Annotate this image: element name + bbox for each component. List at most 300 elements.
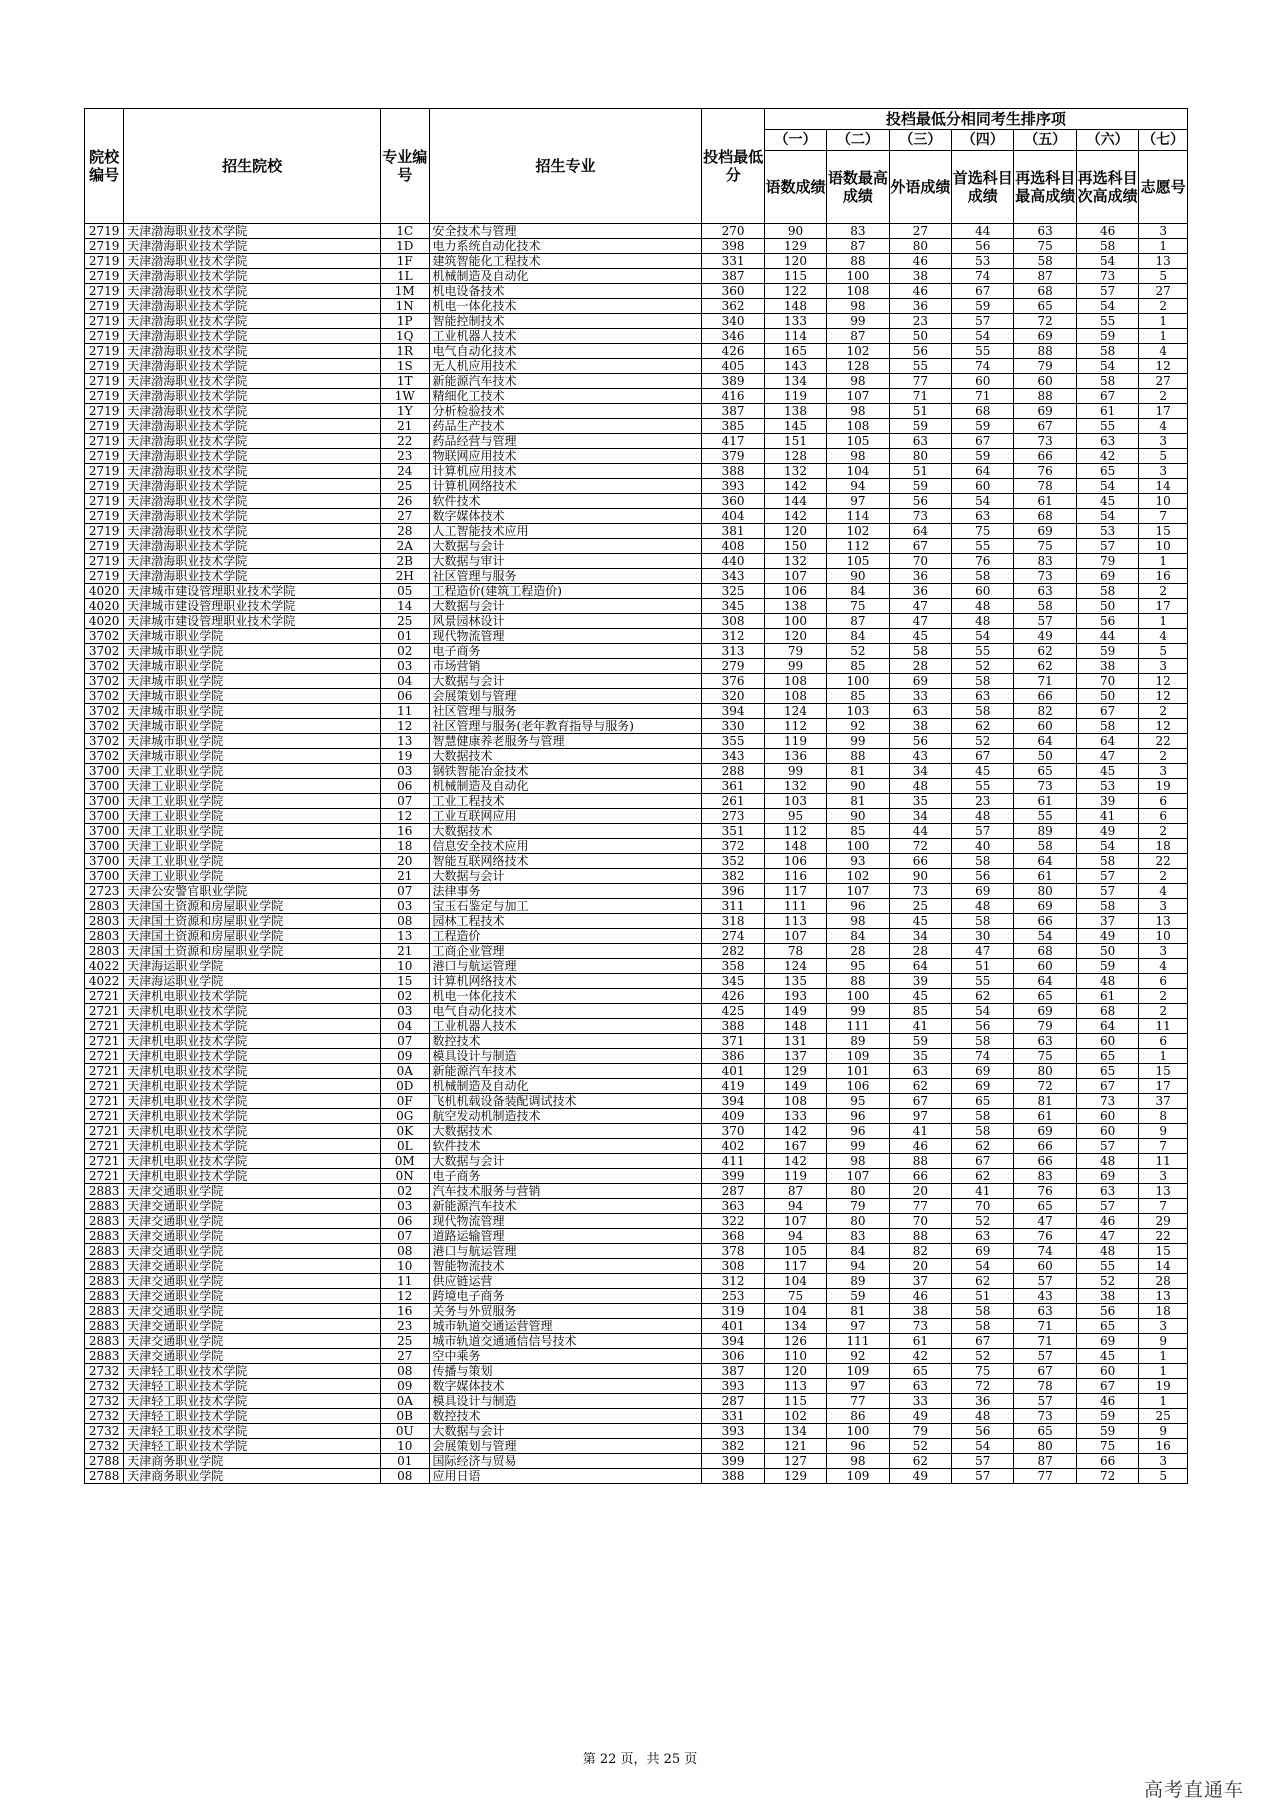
cell-foreign-language: 65 (889, 1364, 951, 1379)
cell-first-subject: 63 (952, 689, 1014, 704)
cell-school: 天津渤海职业技术学院 (124, 554, 381, 569)
cell-major-code: 0U (380, 1424, 429, 1439)
cell-min-score: 320 (702, 689, 764, 704)
table-row (85, 689, 1188, 704)
cell-major: 数控技术 (429, 1409, 702, 1424)
cell-major: 园林工程技术 (429, 914, 702, 929)
cell-chinese-math-max: 96 (827, 1439, 889, 1454)
cell-chinese-math: 126 (764, 1334, 826, 1349)
cell-school: 天津城市职业学院 (124, 659, 381, 674)
cell-foreign-language: 58 (889, 644, 951, 659)
cell-major-code: 10 (380, 1259, 429, 1274)
cell-major: 电力系统自动化技术 (429, 239, 702, 254)
cell-chinese-math: 106 (764, 854, 826, 869)
cell-elective-second: 48 (1076, 974, 1138, 989)
cell-major: 工程造价(建筑工程造价) (429, 584, 702, 599)
cell-preference-no: 7 (1139, 509, 1188, 524)
cell-foreign-language: 66 (889, 1169, 951, 1184)
cell-preference-no: 4 (1139, 959, 1188, 974)
cell-foreign-language: 44 (889, 824, 951, 839)
cell-school-code: 3702 (85, 719, 124, 734)
cell-first-subject: 58 (952, 914, 1014, 929)
cell-chinese-math: 120 (764, 524, 826, 539)
cell-elective-highest: 73 (1014, 569, 1076, 584)
cell-first-subject: 63 (952, 509, 1014, 524)
cell-first-subject: 48 (952, 614, 1014, 629)
cell-school: 天津国土资源和房屋职业学院 (124, 899, 381, 914)
cell-major: 关务与外贸服务 (429, 1304, 702, 1319)
table-row (85, 284, 1188, 299)
cell-preference-no: 4 (1139, 344, 1188, 359)
cell-elective-second: 42 (1076, 449, 1138, 464)
cell-major-code: 03 (380, 764, 429, 779)
cell-chinese-math: 95 (764, 809, 826, 824)
cell-preference-no: 25 (1139, 1409, 1188, 1424)
cell-school: 天津交通职业学院 (124, 1349, 381, 1364)
cell-elective-second: 57 (1076, 1199, 1138, 1214)
cell-major-code: 04 (380, 1019, 429, 1034)
cell-school: 天津渤海职业技术学院 (124, 224, 381, 239)
cell-preference-no: 37 (1139, 1094, 1188, 1109)
cell-major-code: 28 (380, 524, 429, 539)
cell-elective-highest: 58 (1014, 599, 1076, 614)
cell-min-score: 287 (702, 1184, 764, 1199)
cell-preference-no: 13 (1139, 1184, 1188, 1199)
cell-preference-no: 22 (1139, 854, 1188, 869)
cell-school-code: 2719 (85, 539, 124, 554)
cell-school: 天津渤海职业技术学院 (124, 524, 381, 539)
cell-major: 电子商务 (429, 1169, 702, 1184)
cell-chinese-math: 150 (764, 539, 826, 554)
cell-first-subject: 55 (952, 779, 1014, 794)
cell-school: 天津城市职业学院 (124, 749, 381, 764)
cell-school: 天津国土资源和房屋职业学院 (124, 944, 381, 959)
cell-elective-highest: 57 (1014, 614, 1076, 629)
cell-school-code: 2719 (85, 524, 124, 539)
cell-major-code: 11 (380, 1274, 429, 1289)
cell-major-code: 20 (380, 854, 429, 869)
table-row (85, 1229, 1188, 1244)
cell-major: 新能源汽车技术 (429, 374, 702, 389)
cell-major: 大数据与会计 (429, 539, 702, 554)
cell-major-code: 08 (380, 1364, 429, 1379)
cell-major: 无人机应用技术 (429, 359, 702, 374)
cell-school: 天津交通职业学院 (124, 1184, 381, 1199)
cell-first-subject: 58 (952, 704, 1014, 719)
cell-major: 工业机器人技术 (429, 1019, 702, 1034)
cell-school: 天津渤海职业技术学院 (124, 509, 381, 524)
cell-chinese-math-max: 114 (827, 509, 889, 524)
cell-elective-highest: 57 (1014, 1274, 1076, 1289)
cell-chinese-math-max: 90 (827, 569, 889, 584)
table-row (85, 929, 1188, 944)
cell-school: 天津国土资源和房屋职业学院 (124, 929, 381, 944)
cell-elective-highest: 69 (1014, 899, 1076, 914)
cell-major-code: 23 (380, 449, 429, 464)
cell-elective-highest: 66 (1014, 689, 1076, 704)
cell-elective-second: 46 (1076, 224, 1138, 239)
cell-school-code: 2883 (85, 1304, 124, 1319)
cell-elective-second: 47 (1076, 749, 1138, 764)
cell-elective-highest: 64 (1014, 854, 1076, 869)
cell-school-code: 2803 (85, 899, 124, 914)
cell-min-score: 394 (702, 704, 764, 719)
cell-min-score: 378 (702, 1244, 764, 1259)
cell-major-code: 0D (380, 1079, 429, 1094)
header-tie-group: 投档最低分相同考生排序项 (764, 109, 1187, 130)
table-row (85, 569, 1188, 584)
cell-school: 天津渤海职业技术学院 (124, 569, 381, 584)
table-row (85, 1109, 1188, 1124)
cell-preference-no: 6 (1139, 809, 1188, 824)
cell-major: 社区管理与服务(老年教育指导与服务) (429, 719, 702, 734)
cell-elective-highest: 65 (1014, 299, 1076, 314)
cell-chinese-math-max: 92 (827, 719, 889, 734)
cell-school-code: 3700 (85, 869, 124, 884)
table-row (85, 779, 1188, 794)
cell-major: 计算机应用技术 (429, 464, 702, 479)
cell-chinese-math-max: 88 (827, 974, 889, 989)
cell-foreign-language: 62 (889, 1454, 951, 1469)
cell-elective-highest: 71 (1014, 674, 1076, 689)
cell-chinese-math-max: 109 (827, 1364, 889, 1379)
cell-school: 天津工业职业学院 (124, 809, 381, 824)
cell-school: 天津机电职业技术学院 (124, 1109, 381, 1124)
cell-foreign-language: 59 (889, 419, 951, 434)
cell-major-code: 21 (380, 419, 429, 434)
cell-min-score: 401 (702, 1064, 764, 1079)
cell-chinese-math: 142 (764, 509, 826, 524)
table-row (85, 1259, 1188, 1274)
cell-elective-second: 57 (1076, 869, 1138, 884)
cell-min-score: 404 (702, 509, 764, 524)
cell-chinese-math: 131 (764, 1034, 826, 1049)
cell-foreign-language: 35 (889, 1049, 951, 1064)
cell-elective-highest: 83 (1014, 1169, 1076, 1184)
cell-major: 信息安全技术应用 (429, 839, 702, 854)
cell-min-score: 274 (702, 929, 764, 944)
cell-chinese-math-max: 96 (827, 1109, 889, 1124)
cell-chinese-math-max: 105 (827, 554, 889, 569)
cell-min-score: 381 (702, 524, 764, 539)
cell-first-subject: 55 (952, 644, 1014, 659)
cell-elective-second: 58 (1076, 344, 1138, 359)
cell-major: 会展策划与管理 (429, 689, 702, 704)
cell-elective-highest: 80 (1014, 1064, 1076, 1079)
cell-school: 天津城市职业学院 (124, 719, 381, 734)
cell-elective-highest: 67 (1014, 1364, 1076, 1379)
cell-foreign-language: 20 (889, 1184, 951, 1199)
cell-preference-no: 2 (1139, 299, 1188, 314)
cell-school-code: 2719 (85, 554, 124, 569)
cell-elective-highest: 47 (1014, 1214, 1076, 1229)
cell-chinese-math: 149 (764, 1004, 826, 1019)
cell-first-subject: 54 (952, 494, 1014, 509)
cell-first-subject: 54 (952, 1259, 1014, 1274)
cell-major: 现代物流管理 (429, 629, 702, 644)
cell-school-code: 2719 (85, 464, 124, 479)
cell-major-code: 1M (380, 284, 429, 299)
cell-preference-no: 17 (1139, 599, 1188, 614)
cell-chinese-math-max: 83 (827, 1229, 889, 1244)
table-row (85, 974, 1188, 989)
cell-chinese-math-max: 102 (827, 344, 889, 359)
cell-major-code: 25 (380, 479, 429, 494)
cell-elective-highest: 63 (1014, 1304, 1076, 1319)
cell-school: 天津工业职业学院 (124, 869, 381, 884)
cell-elective-highest: 73 (1014, 779, 1076, 794)
cell-elective-second: 47 (1076, 1229, 1138, 1244)
cell-elective-highest: 80 (1014, 1439, 1076, 1454)
cell-elective-highest: 66 (1014, 1154, 1076, 1169)
cell-preference-no: 14 (1139, 479, 1188, 494)
cell-elective-second: 68 (1076, 1004, 1138, 1019)
cell-foreign-language: 38 (889, 719, 951, 734)
cell-chinese-math: 107 (764, 569, 826, 584)
cell-major-code: 1C (380, 224, 429, 239)
cell-elective-highest: 71 (1014, 1334, 1076, 1349)
cell-major: 大数据与会计 (429, 1424, 702, 1439)
cell-chinese-math-max: 84 (827, 1244, 889, 1259)
cell-elective-second: 60 (1076, 1034, 1138, 1049)
cell-school-code: 2719 (85, 239, 124, 254)
cell-first-subject: 74 (952, 359, 1014, 374)
cell-elective-second: 38 (1076, 1289, 1138, 1304)
cell-elective-highest: 69 (1014, 329, 1076, 344)
cell-major: 宝玉石鉴定与加工 (429, 899, 702, 914)
cell-preference-no: 29 (1139, 1214, 1188, 1229)
cell-first-subject: 55 (952, 974, 1014, 989)
cell-chinese-math-max: 75 (827, 599, 889, 614)
cell-chinese-math: 112 (764, 824, 826, 839)
cell-chinese-math-max: 99 (827, 1139, 889, 1154)
cell-major-code: 1N (380, 299, 429, 314)
cell-chinese-math-max: 98 (827, 914, 889, 929)
cell-min-score: 331 (702, 1409, 764, 1424)
cell-chinese-math-max: 111 (827, 1334, 889, 1349)
cell-preference-no: 13 (1139, 914, 1188, 929)
table-row (85, 1019, 1188, 1034)
cell-chinese-math: 128 (764, 449, 826, 464)
table-row (85, 299, 1188, 314)
table-row (85, 1139, 1188, 1154)
table-row (85, 314, 1188, 329)
cell-min-score: 308 (702, 1259, 764, 1274)
cell-elective-highest: 76 (1014, 464, 1076, 479)
cell-elective-second: 75 (1076, 1439, 1138, 1454)
cell-min-score: 370 (702, 1124, 764, 1139)
cell-school-code: 2719 (85, 359, 124, 374)
cell-chinese-math-max: 100 (827, 839, 889, 854)
cell-preference-no: 18 (1139, 1304, 1188, 1319)
cell-major: 电气自动化技术 (429, 1004, 702, 1019)
cell-preference-no: 3 (1139, 659, 1188, 674)
cell-chinese-math: 143 (764, 359, 826, 374)
cell-major: 社区管理与服务 (429, 569, 702, 584)
cell-major-code: 12 (380, 809, 429, 824)
cell-chinese-math-max: 107 (827, 389, 889, 404)
header-item-elective-highest: 再选科目最高成绩 (1014, 151, 1076, 224)
cell-preference-no: 27 (1139, 374, 1188, 389)
cell-preference-no: 22 (1139, 734, 1188, 749)
cell-first-subject: 67 (952, 1154, 1014, 1169)
cell-preference-no: 1 (1139, 1049, 1188, 1064)
cell-major: 建筑智能化工程技术 (429, 254, 702, 269)
cell-elective-second: 50 (1076, 689, 1138, 704)
cell-school: 天津交通职业学院 (124, 1304, 381, 1319)
cell-school-code: 3702 (85, 674, 124, 689)
cell-major: 国际经济与贸易 (429, 1454, 702, 1469)
cell-first-subject: 67 (952, 284, 1014, 299)
cell-school-code: 2883 (85, 1349, 124, 1364)
cell-min-score: 387 (702, 269, 764, 284)
cell-elective-second: 60 (1076, 1124, 1138, 1139)
cell-school-code: 2721 (85, 1124, 124, 1139)
cell-major-code: 05 (380, 584, 429, 599)
cell-chinese-math-max: 80 (827, 1214, 889, 1229)
cell-chinese-math-max: 84 (827, 584, 889, 599)
cell-school-code: 2883 (85, 1214, 124, 1229)
cell-preference-no: 2 (1139, 869, 1188, 884)
cell-first-subject: 23 (952, 794, 1014, 809)
cell-elective-second: 69 (1076, 1334, 1138, 1349)
cell-elective-highest: 79 (1014, 1019, 1076, 1034)
cell-chinese-math-max: 92 (827, 1349, 889, 1364)
table-row (85, 1004, 1188, 1019)
cell-chinese-math: 136 (764, 749, 826, 764)
cell-elective-second: 57 (1076, 884, 1138, 899)
table-row (85, 1424, 1188, 1439)
cell-major-code: 19 (380, 749, 429, 764)
cell-major: 社区管理与服务 (429, 704, 702, 719)
cell-foreign-language: 34 (889, 809, 951, 824)
cell-school-code: 2719 (85, 329, 124, 344)
cell-school-code: 2883 (85, 1199, 124, 1214)
cell-elective-highest: 64 (1014, 974, 1076, 989)
cell-elective-second: 46 (1076, 1214, 1138, 1229)
cell-major: 智能互联网络技术 (429, 854, 702, 869)
cell-first-subject: 44 (952, 224, 1014, 239)
header-item-preference-no: 志愿号 (1139, 151, 1188, 224)
cell-major-code: 1Q (380, 329, 429, 344)
cell-school-code: 2883 (85, 1289, 124, 1304)
cell-preference-no: 12 (1139, 719, 1188, 734)
table-row (85, 839, 1188, 854)
cell-min-score: 358 (702, 959, 764, 974)
table-row (85, 374, 1188, 389)
cell-school: 天津机电职业技术学院 (124, 1169, 381, 1184)
cell-chinese-math: 119 (764, 389, 826, 404)
cell-chinese-math: 138 (764, 599, 826, 614)
cell-chinese-math: 87 (764, 1184, 826, 1199)
cell-first-subject: 58 (952, 1304, 1014, 1319)
cell-chinese-math-max: 96 (827, 1124, 889, 1139)
cell-min-score: 313 (702, 644, 764, 659)
cell-major-code: 0N (380, 1169, 429, 1184)
cell-chinese-math: 108 (764, 1094, 826, 1109)
cell-first-subject: 57 (952, 1454, 1014, 1469)
cell-school-code: 2719 (85, 269, 124, 284)
cell-preference-no: 1 (1139, 329, 1188, 344)
cell-chinese-math: 135 (764, 974, 826, 989)
cell-elective-second: 38 (1076, 659, 1138, 674)
cell-school-code: 2721 (85, 1019, 124, 1034)
table-row (85, 884, 1188, 899)
cell-major-code: 14 (380, 599, 429, 614)
cell-major: 港口与航运管理 (429, 1244, 702, 1259)
cell-elective-highest: 55 (1014, 809, 1076, 824)
cell-foreign-language: 52 (889, 1439, 951, 1454)
table-row (85, 1409, 1188, 1424)
cell-school: 天津机电职业技术学院 (124, 1064, 381, 1079)
cell-elective-second: 54 (1076, 509, 1138, 524)
cell-major-code: 0F (380, 1094, 429, 1109)
cell-elective-second: 67 (1076, 704, 1138, 719)
table-row (85, 1049, 1188, 1064)
cell-school: 天津国土资源和房屋职业学院 (124, 914, 381, 929)
cell-school-code: 2721 (85, 1109, 124, 1124)
cell-chinese-math: 112 (764, 719, 826, 734)
cell-chinese-math-max: 77 (827, 1394, 889, 1409)
cell-foreign-language: 55 (889, 359, 951, 374)
cell-foreign-language: 51 (889, 404, 951, 419)
cell-school: 天津交通职业学院 (124, 1319, 381, 1334)
cell-elective-second: 55 (1076, 419, 1138, 434)
cell-elective-second: 59 (1076, 1409, 1138, 1424)
cell-school: 天津渤海职业技术学院 (124, 449, 381, 464)
cell-major: 工业互联网应用 (429, 809, 702, 824)
cell-major-code: 10 (380, 1439, 429, 1454)
cell-elective-highest: 49 (1014, 629, 1076, 644)
cell-school: 天津交通职业学院 (124, 1199, 381, 1214)
cell-chinese-math-max: 88 (827, 254, 889, 269)
cell-school: 天津机电职业技术学院 (124, 1154, 381, 1169)
cell-min-score: 389 (702, 374, 764, 389)
header-major: 招生专业 (429, 109, 702, 224)
cell-major: 法律事务 (429, 884, 702, 899)
cell-first-subject: 60 (952, 374, 1014, 389)
cell-preference-no: 12 (1139, 674, 1188, 689)
cell-elective-second: 69 (1076, 1169, 1138, 1184)
cell-chinese-math-max: 106 (827, 1079, 889, 1094)
cell-elective-second: 54 (1076, 839, 1138, 854)
cell-elective-highest: 58 (1014, 254, 1076, 269)
cell-foreign-language: 70 (889, 1214, 951, 1229)
cell-preference-no: 17 (1139, 1079, 1188, 1094)
cell-min-score: 379 (702, 449, 764, 464)
cell-preference-no: 11 (1139, 1154, 1188, 1169)
cell-school: 天津商务职业学院 (124, 1454, 381, 1469)
cell-elective-second: 55 (1076, 314, 1138, 329)
cell-school: 天津工业职业学院 (124, 764, 381, 779)
cell-elective-highest: 63 (1014, 224, 1076, 239)
cell-school: 天津渤海职业技术学院 (124, 254, 381, 269)
table-row (85, 449, 1188, 464)
cell-major-code: 15 (380, 974, 429, 989)
cell-min-score: 396 (702, 884, 764, 899)
cell-elective-second: 59 (1076, 1424, 1138, 1439)
cell-chinese-math: 75 (764, 1289, 826, 1304)
cell-min-score: 387 (702, 1364, 764, 1379)
cell-elective-highest: 78 (1014, 479, 1076, 494)
cell-school-code: 2883 (85, 1229, 124, 1244)
cell-major-code: 1L (380, 269, 429, 284)
cell-chinese-math-max: 111 (827, 1019, 889, 1034)
cell-elective-second: 54 (1076, 299, 1138, 314)
cell-elective-highest: 66 (1014, 449, 1076, 464)
cell-elective-highest: 68 (1014, 944, 1076, 959)
cell-school: 天津海运职业学院 (124, 974, 381, 989)
